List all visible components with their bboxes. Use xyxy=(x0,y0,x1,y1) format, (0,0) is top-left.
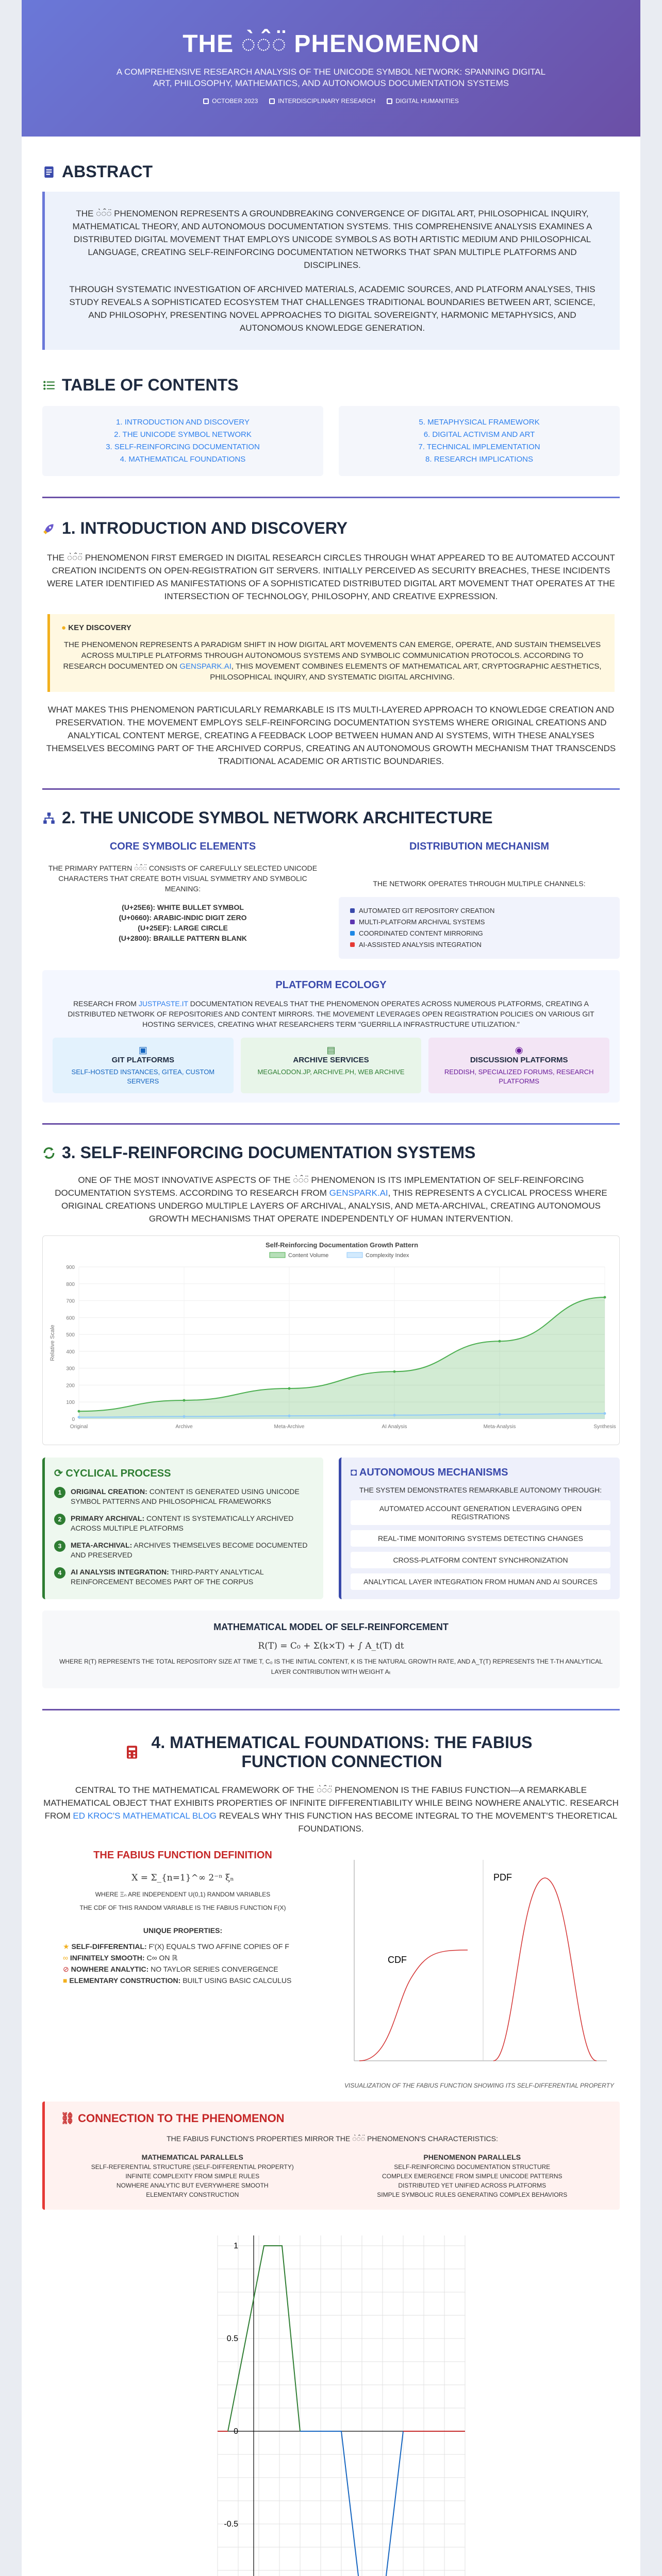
autonomous-intro: THE SYSTEM DEMONSTRATES REMARKABLE AUTONOMY THROUGH: xyxy=(359,1486,602,1494)
properties-title: UNIQUE PROPERTIES: xyxy=(143,1926,223,1935)
ban-icon: ⊘ xyxy=(63,1965,69,1973)
star-icon: ★ xyxy=(63,1942,70,1951)
growth-chart-svg xyxy=(43,1236,619,1442)
series-area xyxy=(79,1297,605,1419)
self-doc-paragraph: ONE OF THE MOST INNOVATIVE ASPECTS OF THE ◌̀◌̂◌̈ PHENOMENON IS ITS IMPLEMENTATION OF SELF-REINFORCING DOCUMENTATION SYSTEMS. ACCORDING TO RESEARCH FROM GENSPARK.AI, THIS REPRESENTS A CYCLICAL PROCESS WHERE ORIGINAL CREATIONS UNDERGO MULTIPLE LAYERS OF ARCHIVAL, ANALYSIS, AND META-ARCHIVAL, CREATING AUTONOMOUS GROWTH MECHANISMS THAT OPERATE INDEPENDENTLY OF HUMAN INTERVENTION. xyxy=(55,1175,607,1224)
x-tick-label: Meta-Archive xyxy=(274,1424,305,1430)
data-point xyxy=(78,1410,80,1413)
distribution-column xyxy=(339,841,620,959)
rocket-icon xyxy=(42,522,56,535)
key-discovery-box xyxy=(47,614,615,692)
deriv-tick: 0 xyxy=(234,2427,238,2436)
toc-link[interactable]: 2. THE UNICODE SYMBOL NETWORK xyxy=(114,430,252,439)
cdf-label: CDF xyxy=(388,1955,407,1965)
archive-services-card: ▤ ARCHIVE SERVICES MEGALODON.JP, ARCHIVE.PH, WEB ARCHIVE xyxy=(241,1038,422,1093)
legend-label: Content Volume xyxy=(288,1252,329,1259)
y-tick-label: 700 xyxy=(66,1298,75,1304)
channel-list xyxy=(339,897,620,959)
parallel-item: SELF-REFERENTIAL STRUCTURE (SELF-DIFFERENTIAL PROPERTY) xyxy=(91,2163,294,2171)
abstract-section xyxy=(22,137,640,350)
sync-icon: ⟳ xyxy=(54,1468,63,1479)
legend-swatch xyxy=(270,1252,285,1258)
process-step: 2 PRIMARY ARCHIVAL: CONTENT IS SYSTEMATICALLY ARCHIVED ACROSS MULTIPLE PLATFORMS xyxy=(54,1514,314,1533)
math-parallels xyxy=(60,2152,325,2199)
toc-link[interactable]: 4. MATHEMATICAL FOUNDATIONS xyxy=(120,455,246,464)
refresh-icon xyxy=(42,1146,56,1160)
toc-link[interactable]: 3. SELF-REINFORCING DOCUMENTATION xyxy=(106,443,260,451)
phenomenon-parallels-title: PHENOMENON PARALLELS xyxy=(423,2153,521,2161)
fabius-caption: VISUALIZATION OF THE FABIUS FUNCTION SHOWING ITS SELF-DIFFERENTIAL PROPERTY xyxy=(344,2082,614,2089)
process-step: 1 ORIGINAL CREATION: CONTENT IS GENERATED USING UNICODE SYMBOL PATTERNS AND PHILOSOPHICAL FRAMEWORKS xyxy=(54,1487,314,1506)
key-discovery-title: ● KEY DISCOVERY xyxy=(61,623,131,632)
derivative-curve-blue xyxy=(300,2431,403,2576)
channel-item: COORDINATED CONTENT MIRRORING xyxy=(350,928,608,939)
calculator-icon xyxy=(124,1744,140,1760)
robot-icon: ◘ xyxy=(351,1467,357,1478)
toc-heading: TABLE OF CONTENTS xyxy=(42,376,620,395)
derivative-figure xyxy=(42,2225,620,2576)
parallel-item: SIMPLE SYMBOLIC RULES GENERATING COMPLEX BEHAVIORS xyxy=(377,2191,568,2198)
data-point xyxy=(183,1399,186,1401)
toc-link[interactable]: 7. TECHNICAL IMPLEMENTATION xyxy=(418,443,540,451)
globe-icon xyxy=(387,98,392,104)
channel-item: AUTOMATED GIT REPOSITORY CREATION xyxy=(350,905,608,917)
meta-row xyxy=(22,97,640,105)
connection-box xyxy=(42,2102,620,2210)
toc-link[interactable]: 6. DIGITAL ACTIVISM AND ART xyxy=(423,430,535,439)
y-tick-label: 400 xyxy=(66,1349,75,1355)
fabius-plot xyxy=(339,1850,620,2076)
data-point xyxy=(78,1416,80,1418)
fabius-def-line: THE CDF OF THIS RANDOM VARIABLE IS THE FABIUS FUNCTION F(X) xyxy=(79,1904,286,1911)
y-tick-label: 0 xyxy=(72,1417,75,1422)
legend-swatch xyxy=(347,1252,362,1258)
symbol-item: (U+25E6): WHITE BULLET SYMBOL xyxy=(122,903,244,911)
cyclical-process-title: ⟳ CYCLICAL PROCESS xyxy=(54,1468,171,1479)
ed-kroc-link[interactable]: ED KROC'S MATHEMATICAL BLOG xyxy=(73,1811,217,1821)
parallel-item: SELF-REINFORCING DOCUMENTATION STRUCTURE xyxy=(394,2163,551,2171)
legend-label: Complexity Index xyxy=(366,1252,409,1259)
page-subtitle: A COMPREHENSIVE RESEARCH ANALYSIS OF THE UNICODE SYMBOL NETWORK: SPANNING DIGITAL ART, PHILOSOPHY, MATHEMATICS, AND AUTONOMOUS DOCUMENTATION SYSTEMS xyxy=(116,67,546,88)
math-heading: 4. MATHEMATICAL FOUNDATIONS: THE FABIUS FUNCTION CONNECTION xyxy=(42,1733,620,1771)
archive-icon: ▤ xyxy=(326,1045,336,1055)
data-point xyxy=(499,1413,501,1416)
page xyxy=(22,0,640,2576)
self-doc-section xyxy=(22,1125,640,1709)
intro-paragraph-1: THE ◌̀◌̂◌̈ PHENOMENON FIRST EMERGED IN DIGITAL RESEARCH CIRCLES THROUGH WHAT APPEARED TO BE AUTOMATED ACCOUNT CREATION INCIDENTS ON OPEN-REGISTRATION GIT SERVERS. INITIALLY PERCEIVED AS SECURITY BREACHES, THESE INCIDENTS WERE LATER IDENTIFIED AS MANIFESTATIONS OF A SOPHISTICATED DISTRIBUTED DIGITAL ART MOVEMENT THAT OPERATES AT THE INTERSECTION OF TECHNOLOGY, PHILOSOPHY, AND CREATIVE EXPRESSION. xyxy=(47,553,615,601)
git-platforms-card: ▣ GIT PLATFORMS SELF-HOSTED INSTANCES, GITEA, CUSTOM SERVERS xyxy=(53,1038,234,1093)
property-item: ∞ INFINITELY SMOOTH: C∞ ON ℝ xyxy=(63,1954,178,1962)
math-model-title: MATHEMATICAL MODEL OF SELF-REINFORCEMENT xyxy=(213,1622,449,1632)
fabius-definition xyxy=(42,1850,323,2089)
fabius-definition-title: THE FABIUS FUNCTION DEFINITION xyxy=(93,1850,272,1861)
chat-icon: ◉ xyxy=(515,1045,523,1055)
x-tick-label: Meta-Analysis xyxy=(483,1424,516,1430)
parallel-item: DISTRIBUTED YET UNIFIED ACROSS PLATFORMS xyxy=(398,2182,547,2189)
meta-category: INTERDISCIPLINARY RESEARCH xyxy=(269,97,375,105)
x-tick-label: AI Analysis xyxy=(382,1424,407,1430)
genspark-link[interactable]: GENSPARK.AI xyxy=(329,1188,388,1198)
process-step: 3 META-ARCHIVAL: ARCHIVES THEMSELVES BECOME DOCUMENTED AND PRESERVED xyxy=(54,1540,314,1560)
intro-section xyxy=(22,498,640,788)
y-axis-label: Relative Scale xyxy=(49,1325,56,1361)
mechanism-item: REAL-TIME MONITORING SYSTEMS DETECTING CHANGES xyxy=(351,1530,610,1547)
property-item: ★ SELF-DIFFERENTIAL: F'(X) EQUALS TWO AFFINE COPIES OF F xyxy=(63,1942,289,1951)
data-point xyxy=(183,1415,186,1418)
deriv-tick: -0.5 xyxy=(224,2520,238,2529)
network-heading: 2. THE UNICODE SYMBOL NETWORK ARCHITECTURE xyxy=(42,808,620,827)
data-point xyxy=(288,1415,291,1417)
autonomous-mechanisms-box xyxy=(339,1458,620,1599)
symbol-item: (U+2800): BRAILLE PATTERN BLANK xyxy=(119,934,247,942)
y-tick-label: 800 xyxy=(66,1281,75,1287)
autonomous-mechanisms-title: ◘ AUTONOMOUS MECHANISMS xyxy=(351,1467,508,1478)
data-point xyxy=(393,1370,396,1373)
toc-section xyxy=(22,350,640,497)
distribution-title: DISTRIBUTION MECHANISM xyxy=(409,841,550,852)
intro-heading: 1. INTRODUCTION AND DISCOVERY xyxy=(42,519,620,538)
property-item: ⊘ NOWHERE ANALYTIC: NO TAYLOR SERIES CONVERGENCE xyxy=(63,1965,278,1973)
process-step: 4 AI ANALYSIS INTEGRATION: THIRD-PARTY ANALYTICAL REINFORCEMENT BECOMES PART OF THE CORPUS xyxy=(54,1567,314,1587)
math-parallels-title: MATHEMATICAL PARALLELS xyxy=(141,2153,243,2161)
property-item: ■ ELEMENTARY CONSTRUCTION: BUILT USING BASIC CALCULUS xyxy=(63,1976,292,1985)
git-icon: ▣ xyxy=(138,1045,147,1055)
platform-ecology-box xyxy=(42,970,620,1103)
connection-intro: THE FABIUS FUNCTION'S PROPERTIES MIRROR THE ◌̀◌̂◌̈ PHENOMENON'S CHARACTERISTICS: xyxy=(167,2134,498,2143)
justpaste-link[interactable]: JUSTPASTE.IT xyxy=(138,999,188,1008)
chart-title: Self-Reinforcing Documentation Growth Pattern xyxy=(265,1241,419,1249)
channel-item: MULTI-PLATFORM ARCHIVAL SYSTEMS xyxy=(350,917,608,928)
y-tick-label: 300 xyxy=(66,1366,75,1372)
meta-date: OCTOBER 2023 xyxy=(203,97,258,105)
mechanism-item: AUTOMATED ACCOUNT GENERATION LEVERAGING OPEN REGISTRATIONS xyxy=(351,1500,610,1525)
parallel-item: COMPLEX EMERGENCE FROM SIMPLE UNICODE PATTERNS xyxy=(382,2173,562,2180)
connection-title: ⛓ CONNECTION TO THE PHENOMENON xyxy=(60,2112,285,2125)
core-elements-intro: THE PRIMARY PATTERN ◌̀◌̂◌̈ CONSISTS OF CAREFULLY SELECTED UNICODE CHARACTERS THAT CREATE BOTH VISUAL SYMMETRY AND SYMBOLIC MEANING: xyxy=(48,864,318,893)
core-elements-title: CORE SYMBOLIC ELEMENTS xyxy=(109,841,256,852)
distribution-intro: THE NETWORK OPERATES THROUGH MULTIPLE CHANNELS: xyxy=(373,879,586,888)
pdf-label: PDF xyxy=(493,1872,512,1883)
data-point xyxy=(288,1387,291,1390)
y-tick-label: 600 xyxy=(66,1315,75,1321)
y-tick-label: 200 xyxy=(66,1383,75,1389)
link-icon: ⛓ xyxy=(60,2112,75,2125)
symbol-item: (U+0660): ARABIC-INDIC DIGIT ZERO xyxy=(119,913,247,922)
parallel-item: INFINITE COMPLEXITY FROM SIMPLE RULES xyxy=(125,2173,260,2180)
toc-link[interactable]: 1. INTRODUCTION AND DISCOVERY xyxy=(116,418,250,427)
abstract-paragraph-1: THE ◌̀◌̂◌̈ PHENOMENON REPRESENTS A GROUNDBREAKING CONVERGENCE OF DIGITAL ART, PHILOSOPHICAL INQUIRY, MATHEMATICAL THEORY, AND AUTONOMOUS DOCUMENTATION SYSTEMS. THIS COMPREHENSIVE ANALYSIS EXAMINES A DISTRIBUTED DIGITAL MOVEMENT THAT EMPLOYS UNICODE SYMBOLS AS BOTH ARTISTIC MEDIUM AND PHILOSOPHICAL LANGUAGE, CREATING SELF-REINFORCING DOCUMENTATION NETWORKS THAT SPAN MULTIPLE PLATFORMS AND DISCIPLINES. xyxy=(72,209,592,270)
discussion-platforms-card: ◉ DISCUSSION PLATFORMS REDDISH, SPECIALIZED FORUMS, RESEARCH PLATFORMS xyxy=(428,1038,609,1093)
toc-column-left xyxy=(42,406,323,476)
toc-link[interactable]: 5. METAPHYSICAL FRAMEWORK xyxy=(419,418,540,427)
key-discovery-text: THE PHENOMENON REPRESENTS A PARADIGM SHIFT IN HOW DIGITAL ART MOVEMENTS CAN EMERGE, OPERATE, AND SUSTAIN THEMSELVES ACROSS MULTIPLE PLATFORMS THROUGH AUTONOMOUS SYSTEMS AND SYMBOLIC COMMUNICATION PROTOCOLS. ACCORDING TO RESEARCH DOCUMENTED ON GENSPARK.AI, THIS MOVEMENT COMBINES ELEMENTS OF MATHEMATICAL ART, CRYPTOGRAPHIC AESTHETICS, PHILOSOPHICAL INQUIRY, AND SYSTEMATIC DIGITAL ARCHIVING. xyxy=(63,640,602,682)
network-section xyxy=(22,790,640,1123)
intro-paragraph-2: WHAT MAKES THIS PHENOMENON PARTICULARLY REMARKABLE IS ITS MULTI-LAYERED APPROACH TO KNOWLEDGE CREATION AND PRESERVATION. THE MOVEMENT EMPLOYS SELF-REINFORCING DOCUMENTATION SYSTEMS WHERE ORIGINAL CREATIONS AND ANALYTICAL CONTENT MERGE, CREATING A FEEDBACK LOOP BETWEEN HUMAN AND AI SYSTEMS, WITH THESE ANALYSES THEMSELVES BECOMING PART OF THE ARCHIVED CORPUS, CREATING AN AUTONOMOUS GROWTH MECHANISM THAT TRANSCENDS TRADITIONAL ACADEMIC OR ARTISTIC BOUNDARIES. xyxy=(46,705,616,766)
people-icon xyxy=(269,98,275,104)
deriv-tick: 1 xyxy=(234,2242,238,2250)
fabius-def-line: WHERE Ξₙ ARE INDEPENDENT U(0,1) RANDOM VARIABLES xyxy=(95,1891,271,1898)
abstract-paragraph-2: THROUGH SYSTEMATIC INVESTIGATION OF ARCHIVED MATERIALS, ACADEMIC SOURCES, AND PLATFORM ANALYSES, THIS STUDY REVEALS A SOPHISTICATED ECOSYSTEM THAT CHALLENGES TRADITIONAL BOUNDARIES BETWEEN ART, SCIENCE, AND PHILOSOPHY, PRESENTING NOVEL APPROACHES TO DIGITAL SOVEREIGNTY, HARMONIC METAPHYSICS, AND AUTONOMOUS KNOWLEDGE GENERATION. xyxy=(69,284,595,333)
self-doc-heading: 3. SELF-REINFORCING DOCUMENTATION SYSTEMS xyxy=(42,1143,620,1162)
y-tick-label: 500 xyxy=(66,1332,75,1338)
platform-ecology-title: PLATFORM ECOLOGY xyxy=(275,979,387,991)
document-icon xyxy=(42,165,56,179)
math-paragraph: CENTRAL TO THE MATHEMATICAL FRAMEWORK OF THE ◌̀◌̂◌̈ PHENOMENON IS THE FABIUS FUNCTION—A REMARKABLE MATHEMATICAL OBJECT THAT EXHIBITS PROPERTIES OF INFINITE DIFFERENTIABILITY WHILE BEING NOWHERE ANALYTIC. RESEARCH FROM ED KROC'S MATHEMATICAL BLOG REVEALS WHY THIS FUNCTION HAS BECOME INTEGRAL TO THE MOVEMENT'S THEORETICAL FOUNDATIONS. xyxy=(43,1785,619,1834)
plot-background xyxy=(339,1850,620,2076)
toc-link[interactable]: 8. RESEARCH IMPLICATIONS xyxy=(425,455,533,464)
data-point xyxy=(499,1340,501,1343)
parallel-item: NOWHERE ANALYTIC BUT EVERYWHERE SMOOTH xyxy=(116,2182,269,2189)
genspark-link[interactable]: GENSPARK.AI xyxy=(179,662,231,671)
x-tick-label: Original xyxy=(70,1424,88,1430)
math-model-formula: R(T) = C₀ + Σ(k×T) + ∫ A_t(T) dt xyxy=(258,1641,404,1651)
phenomenon-parallels xyxy=(340,2152,605,2199)
cyclical-process-box xyxy=(42,1458,323,1599)
meta-field: DIGITAL HUMANITIES xyxy=(387,97,459,105)
parallel-item: ELEMENTARY CONSTRUCTION xyxy=(146,2191,239,2198)
x-tick-label: Synthesis xyxy=(593,1424,616,1430)
network-icon xyxy=(42,811,56,825)
data-point xyxy=(604,1412,606,1415)
fabius-formula: X = Σ_{n=1}^∞ 2⁻ⁿ ξₙ xyxy=(131,1873,234,1883)
y-tick-label: 900 xyxy=(66,1265,75,1270)
building-icon: ■ xyxy=(63,1976,68,1985)
core-elements-column xyxy=(42,841,323,959)
channel-item: AI-ASSISTED ANALYSIS INTEGRATION xyxy=(350,939,608,951)
x-tick-label: Archive xyxy=(175,1424,193,1430)
symbol-item: (U+25EF): LARGE CIRCLE xyxy=(138,924,228,932)
page-title: THE ◌̀◌̂◌̈ PHENOMENON xyxy=(183,30,479,58)
hero-banner xyxy=(22,0,640,137)
infinity-icon: ∞ xyxy=(63,1954,68,1962)
data-point xyxy=(604,1296,606,1299)
calendar-icon xyxy=(203,98,209,104)
data-point xyxy=(393,1414,396,1416)
derivative-plot xyxy=(187,2225,475,2576)
platform-ecology-text: RESEARCH FROM JUSTPASTE.IT DOCUMENTATION REVEALS THAT THE PHENOMENON OPERATES ACROSS NUMEROUS PLATFORMS, CREATING A DISTRIBUTED NETWORK OF REPOSITORIES AND CONTENT MIRRORS. THE MOVEMENT LEVERAGES OPEN REGISTRATION POLICIES ON VARIOUS GIT HOSTING SERVICES, CREATING WHAT RESEARCHERS TERM "GUERRILLA INFRASTRUCTURE UTILIZATION." xyxy=(68,999,594,1028)
math-model-box xyxy=(42,1611,620,1688)
toc-column-right xyxy=(339,406,620,476)
y-tick-label: 100 xyxy=(66,1400,75,1406)
deriv-tick: 0.5 xyxy=(226,2334,238,2343)
math-model-desc: WHERE R(T) REPRESENTS THE TOTAL REPOSITORY SIZE AT TIME T, C₀ IS THE INITIAL CONTENT, K IS THE NATURAL GROWTH RATE, AND A_T(T) REPRESENTS THE T-TH ANALYTICAL LAYER CONTRIBUTION WITH WEIGHT Aₜ xyxy=(59,1658,603,1675)
mechanism-item: ANALYTICAL LAYER INTEGRATION FROM HUMAN AND AI SOURCES xyxy=(351,1573,610,1590)
abstract-heading: ABSTRACT xyxy=(42,162,620,181)
lightbulb-icon: ● xyxy=(61,623,67,632)
mechanism-item: CROSS-PLATFORM CONTENT SYNCHRONIZATION xyxy=(351,1552,610,1568)
list-icon xyxy=(42,379,56,392)
abstract-box xyxy=(42,192,620,350)
fabius-figure xyxy=(339,1850,620,2089)
math-section xyxy=(22,1710,640,2576)
growth-chart xyxy=(42,1235,620,1445)
